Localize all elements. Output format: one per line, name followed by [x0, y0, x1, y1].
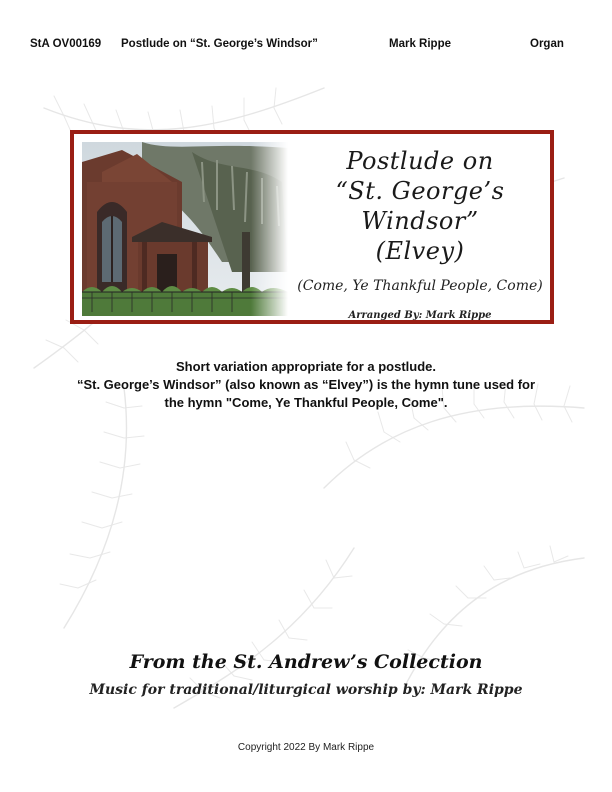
collection-title: From the St. Andrew’s Collection [129, 651, 483, 673]
header-line [0, 38, 612, 54]
copyright: Copyright 2022 By Mark Rippe [237, 742, 375, 753]
title-banner [70, 130, 554, 324]
description-line-3: the hymn "Come, Ye Thankful People, Come". [164, 395, 448, 410]
title-line-2: “St. George’s Windsor” [335, 177, 505, 235]
title-line-3: (Elvey) [375, 237, 465, 265]
description-line-1: Short variation appropriate for a postlude. [175, 359, 437, 374]
collection-subtitle: Music for traditional/liturgical worship by: Mark Rippe [89, 682, 523, 698]
hymn-subtitle: (Come, Ye Thankful People, Come) [297, 278, 543, 294]
description [40, 358, 572, 412]
header-arranger: Mark Rippe [389, 38, 451, 50]
title-line-1: Postlude on [346, 147, 494, 175]
church-photo [82, 142, 288, 316]
description-line-2: “St. George’s Windsor” (also known as “Elvey”) is the hymn tune used for [76, 377, 536, 392]
arranged-by: Arranged By: Mark Rippe [348, 310, 492, 321]
banner-text [286, 134, 554, 320]
catalog-code: StA OV00169 [30, 38, 102, 50]
header-instrument: Organ [530, 38, 564, 50]
header-title: Postlude on “St. George’s Windsor” [121, 38, 318, 50]
